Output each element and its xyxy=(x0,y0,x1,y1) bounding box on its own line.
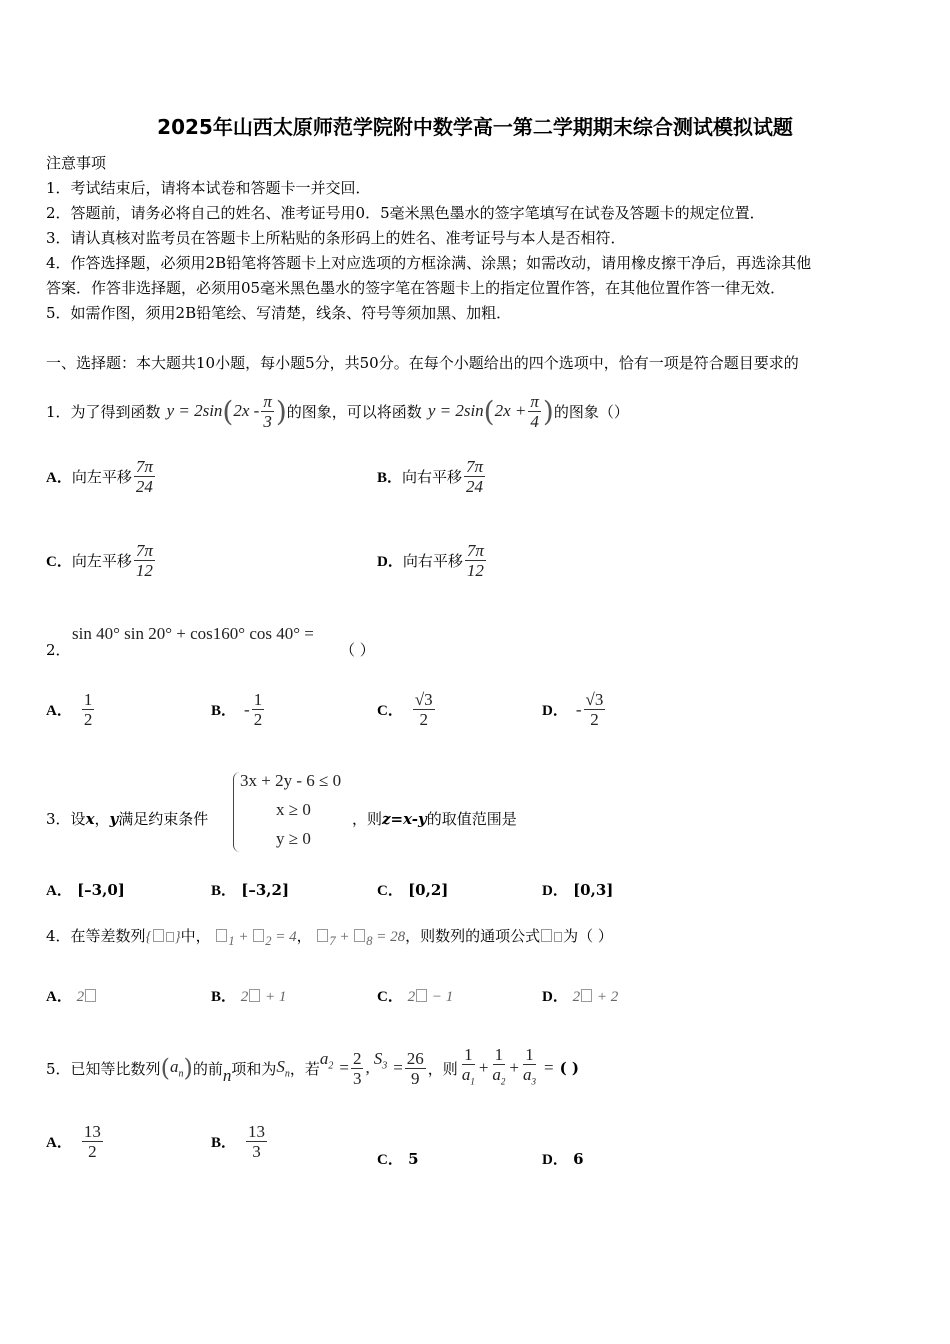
paren-close: ) xyxy=(542,394,554,428)
operator: + xyxy=(509,1058,519,1077)
subscript: 1 xyxy=(228,934,235,948)
notice-item: 答案．作答非选择题，必须用05毫米黑色墨水的签字笔在答题卡上的指定位置作答，在其他位置作答一律无效． xyxy=(46,279,786,297)
denominator: 2 xyxy=(83,710,93,729)
paren-close: ) xyxy=(275,394,287,428)
numerator: π xyxy=(530,391,539,411)
equals: = xyxy=(393,1058,403,1077)
option-label: D． xyxy=(542,883,568,899)
coefficient: 2 xyxy=(76,989,85,1005)
option-label: C． xyxy=(377,883,403,899)
fraction xyxy=(134,541,155,580)
question-number: 5． xyxy=(46,1059,71,1078)
sum-letter: S xyxy=(373,1048,383,1068)
numerator: √3 xyxy=(585,690,604,709)
option-c[interactable] xyxy=(377,985,453,1006)
numerator: 7π xyxy=(466,541,484,560)
option-text: 向左平移 xyxy=(71,468,132,486)
fraction xyxy=(584,690,606,729)
question-text: ，则 xyxy=(427,1059,458,1078)
numerator: 1 xyxy=(525,1044,534,1064)
option-label: B． xyxy=(211,703,237,719)
formula-inner: 2x + xyxy=(494,401,527,420)
denominator: 4 xyxy=(530,411,539,431)
question-text: 项和为 xyxy=(231,1059,277,1078)
paren-open: ( xyxy=(222,394,234,428)
option-label: D． xyxy=(542,703,568,719)
option-d[interactable] xyxy=(542,690,607,729)
variable-y: y xyxy=(109,810,119,828)
question-text: 为了得到函数 xyxy=(70,402,161,421)
option-text: 向右平移 xyxy=(402,552,463,570)
option-text: 向右平移 xyxy=(402,468,463,486)
operator: + xyxy=(238,929,249,945)
paren-open: ( xyxy=(483,394,495,428)
option-d[interactable] xyxy=(377,541,488,580)
option-b[interactable] xyxy=(377,457,487,496)
question-5 xyxy=(46,1040,579,1096)
sequence-symbol: { } xyxy=(145,929,181,945)
formula-lhs: y = 2sin xyxy=(427,401,484,420)
option-label: B． xyxy=(211,1135,237,1151)
fraction xyxy=(464,457,485,496)
option-label: D． xyxy=(542,1152,568,1168)
page-title: 2025年山西太原师范学院附中数学高一第二学期期末综合测试模拟试题 xyxy=(157,115,793,139)
section-heading: 一、选择题：本大题共10小题，每小题5分，共50分。在每个小题给出的四个选项中，恰有一项是符合题目要求的 xyxy=(46,354,799,372)
notice-item: 1．考试结束后，请将本试卷和答题卡一并交回． xyxy=(46,179,371,197)
option-text: [0,2] xyxy=(408,881,449,899)
option-label: A． xyxy=(46,470,72,486)
option-formula xyxy=(408,989,454,1005)
subscript: 1 xyxy=(470,1076,475,1087)
subscript: n xyxy=(178,1068,184,1080)
missing-glyph xyxy=(317,929,328,942)
question-text: 的前 xyxy=(192,1059,223,1078)
denominator: 3 xyxy=(263,411,272,431)
option-label: A． xyxy=(46,989,72,1005)
term-symbol: a xyxy=(169,1056,179,1076)
question-text: 的图象（） xyxy=(553,402,629,421)
variable-n: n xyxy=(222,1066,232,1085)
numerator: 13 xyxy=(248,1122,266,1141)
coefficient: 2 xyxy=(240,989,249,1005)
denominator: 2 xyxy=(88,1142,97,1161)
question-text: （ ） xyxy=(340,641,375,659)
sign: - xyxy=(244,699,250,719)
option-c[interactable] xyxy=(377,1148,419,1169)
question-text: 的图象，可以将函数 xyxy=(286,402,422,421)
denominator: 24 xyxy=(466,477,484,496)
denominator: 12 xyxy=(466,561,484,580)
subscript: 2 xyxy=(328,1060,334,1072)
formula: sin 40° sin 20° + cos160° cos 40° = xyxy=(72,624,314,643)
fraction xyxy=(261,392,274,431)
sum-letter: S xyxy=(276,1056,285,1076)
option-text: [0,3] xyxy=(573,881,614,899)
option-label: C． xyxy=(377,703,403,719)
option-d[interactable] xyxy=(542,879,613,900)
question-text: 在等差数列 xyxy=(70,927,146,945)
subscript: 7 xyxy=(329,934,336,948)
numerator: 1 xyxy=(83,690,93,709)
reciprocal-1 xyxy=(460,1045,477,1091)
option-b[interactable] xyxy=(211,690,266,729)
constraint-2: x ≥ 0 xyxy=(276,800,311,819)
numerator: 1 xyxy=(253,690,263,709)
objective: z=x-y xyxy=(382,810,427,828)
constant: + 1 xyxy=(265,989,287,1005)
denominator xyxy=(490,1065,507,1091)
option-b[interactable] xyxy=(211,879,289,900)
missing-glyph xyxy=(416,989,427,1002)
question-text: ，则 xyxy=(352,810,383,828)
notice-item: 3．请认真核对监考员在答题卡上所粘贴的条形码上的姓名、准考证号与本人是否相符． xyxy=(46,229,626,247)
subscript: 2 xyxy=(265,934,272,948)
option-label: B． xyxy=(377,470,403,486)
fraction xyxy=(528,392,541,431)
notice-heading: 注意事项 xyxy=(46,154,107,172)
denominator: 24 xyxy=(135,477,153,496)
numerator: 13 xyxy=(83,1122,101,1141)
missing-glyph xyxy=(554,932,562,942)
question-text: ，则数列的通项公式 xyxy=(405,927,541,945)
option-text: [–3,0] xyxy=(77,881,125,899)
numerator: 1 xyxy=(464,1044,473,1064)
missing-glyph xyxy=(253,929,264,942)
numerator: 7π xyxy=(466,457,484,476)
equals: = xyxy=(544,1058,554,1077)
option-text: 向左平移 xyxy=(71,552,132,570)
question-4: 4．在等差数列{ }中， $_1$ + $_2$ = 4， $_7$ + $_8$ = 28，则数列的通项公式 为（ ） xyxy=(46,927,613,948)
constraint-1: 3x + 2y - 6 ≤ 0 xyxy=(240,771,342,790)
fraction xyxy=(465,541,486,580)
fraction xyxy=(413,690,435,729)
subscript: 2 xyxy=(500,1076,506,1087)
missing-glyph xyxy=(166,932,174,942)
question-text: 的取值范围是 xyxy=(426,810,517,828)
paren-close: ) xyxy=(183,1054,193,1082)
separator: ， xyxy=(94,810,110,828)
reciprocal-2 xyxy=(490,1045,507,1091)
missing-glyph xyxy=(85,989,96,1002)
numerator: 2 xyxy=(352,1048,362,1068)
constant: − 1 xyxy=(431,989,454,1005)
option-label: D． xyxy=(542,989,568,1005)
option-a[interactable] xyxy=(46,457,157,496)
denominator xyxy=(521,1065,538,1091)
value: = 4 xyxy=(275,929,297,945)
subscript: n xyxy=(284,1068,290,1080)
question-number: 2． xyxy=(46,641,71,659)
term-symbol: a xyxy=(492,1064,501,1084)
condition-1 xyxy=(215,929,297,948)
option-label: B． xyxy=(211,883,237,899)
option-label: D． xyxy=(377,554,403,570)
formula-lhs: y = 2sin xyxy=(166,401,223,420)
option-c[interactable] xyxy=(377,690,437,729)
fraction xyxy=(351,1049,364,1088)
missing-glyph xyxy=(249,989,260,1002)
term-symbol: a xyxy=(319,1048,329,1068)
equals: = xyxy=(339,1058,349,1077)
sum-symbol xyxy=(276,1057,290,1079)
denominator: 2 xyxy=(419,710,429,729)
question-text: 为（ ） xyxy=(563,927,613,945)
question-text: 已知等比数列 xyxy=(70,1059,161,1078)
notice-item: 4．作答选择题，必须用2B铅笔将答题卡上对应选项的方框涂满、涂黑；如需改动，请用橡皮擦干净后，再选涂其他 xyxy=(46,254,812,272)
option-a[interactable] xyxy=(46,985,97,1006)
question-text: 满足约束条件 xyxy=(118,810,209,828)
fraction xyxy=(405,1049,426,1088)
question-text: ，若 xyxy=(289,1059,320,1078)
missing-glyph xyxy=(153,929,164,942)
notice-item: 5．如需作图，须用2B铅笔绘、写清楚，线条、符号等须加黑、加粗． xyxy=(46,304,512,322)
fraction xyxy=(252,690,265,729)
missing-glyph xyxy=(541,929,552,942)
option-label: A． xyxy=(46,883,72,899)
question-number: 3． xyxy=(46,810,71,828)
numerator: 7π xyxy=(135,541,153,560)
question-1 xyxy=(46,386,629,436)
option-a[interactable] xyxy=(46,1122,105,1161)
option-text: 5 xyxy=(408,1150,419,1168)
numerator: √3 xyxy=(414,690,433,709)
option-b[interactable] xyxy=(211,985,286,1006)
term-a2 xyxy=(320,1049,334,1071)
option-formula xyxy=(573,989,619,1005)
coefficient: 2 xyxy=(572,989,581,1005)
term-symbol: a xyxy=(523,1064,532,1084)
notice-item: 2．答题前，请务必将自己的姓名、准考证号用0．5毫米黑色墨水的签字笔填写在试卷及答题卡的规定位置． xyxy=(46,204,765,222)
sign: - xyxy=(575,699,582,719)
constraint-3: y ≥ 0 xyxy=(276,829,311,848)
option-d[interactable] xyxy=(542,1148,584,1169)
option-label: A． xyxy=(46,703,72,719)
constraint-brace xyxy=(233,772,240,852)
coefficient: 2 xyxy=(407,989,416,1005)
operator: + xyxy=(339,929,350,945)
denominator: 2 xyxy=(253,710,263,729)
subscript: 8 xyxy=(366,934,373,948)
missing-glyph xyxy=(581,989,592,1002)
denominator xyxy=(460,1065,477,1091)
subscript: 3 xyxy=(531,1076,536,1087)
reciprocal-3 xyxy=(521,1045,538,1091)
numerator: π xyxy=(263,391,272,411)
missing-glyph xyxy=(216,929,227,942)
denominator: 9 xyxy=(411,1068,420,1088)
option-formula xyxy=(241,989,287,1005)
option-label: C． xyxy=(46,554,72,570)
missing-glyph xyxy=(354,929,365,942)
option-text: [–3,2] xyxy=(241,881,290,899)
denominator: 2 xyxy=(590,710,599,729)
general-term-symbol xyxy=(540,929,563,945)
variable-x: x xyxy=(85,810,95,828)
numerator: 1 xyxy=(494,1044,504,1064)
sum-s3 xyxy=(374,1049,388,1071)
sequence-term xyxy=(170,1057,184,1079)
subscript: 3 xyxy=(382,1060,388,1072)
option-formula xyxy=(77,989,98,1005)
question-number: 1． xyxy=(46,402,71,421)
option-label: B． xyxy=(211,989,237,1005)
comma: , xyxy=(365,1058,370,1077)
term-symbol: a xyxy=(461,1064,471,1084)
fraction xyxy=(82,690,95,729)
question-3-lead xyxy=(46,808,208,829)
denominator: 3 xyxy=(352,1068,362,1088)
option-d[interactable] xyxy=(542,985,618,1006)
option-b[interactable] xyxy=(211,1122,269,1161)
question-3-tail xyxy=(352,808,517,829)
numerator: 26 xyxy=(406,1048,424,1068)
condition-2 xyxy=(316,929,406,948)
question-text: ( ) xyxy=(559,1059,580,1077)
question-text: 设 xyxy=(70,810,86,828)
value: = 28 xyxy=(376,929,406,945)
option-label: C． xyxy=(377,1152,403,1168)
question-text: 中， xyxy=(180,927,211,945)
constant: + 2 xyxy=(596,989,619,1005)
option-a[interactable] xyxy=(46,690,96,729)
numerator: 7π xyxy=(135,457,153,476)
fraction xyxy=(82,1122,103,1161)
option-text: 6 xyxy=(573,1150,584,1168)
option-label: A． xyxy=(46,1135,72,1151)
option-label: C． xyxy=(377,989,403,1005)
operator: + xyxy=(478,1058,489,1077)
option-c[interactable] xyxy=(377,879,448,900)
question-number: 4． xyxy=(46,927,71,945)
option-c[interactable] xyxy=(46,541,157,580)
denominator: 3 xyxy=(252,1142,261,1161)
paren-open: ( xyxy=(160,1054,170,1082)
fraction xyxy=(246,1122,267,1161)
option-a[interactable] xyxy=(46,879,125,900)
denominator: 12 xyxy=(135,561,153,580)
formula-inner: 2x - xyxy=(233,401,260,420)
fraction xyxy=(134,457,155,496)
